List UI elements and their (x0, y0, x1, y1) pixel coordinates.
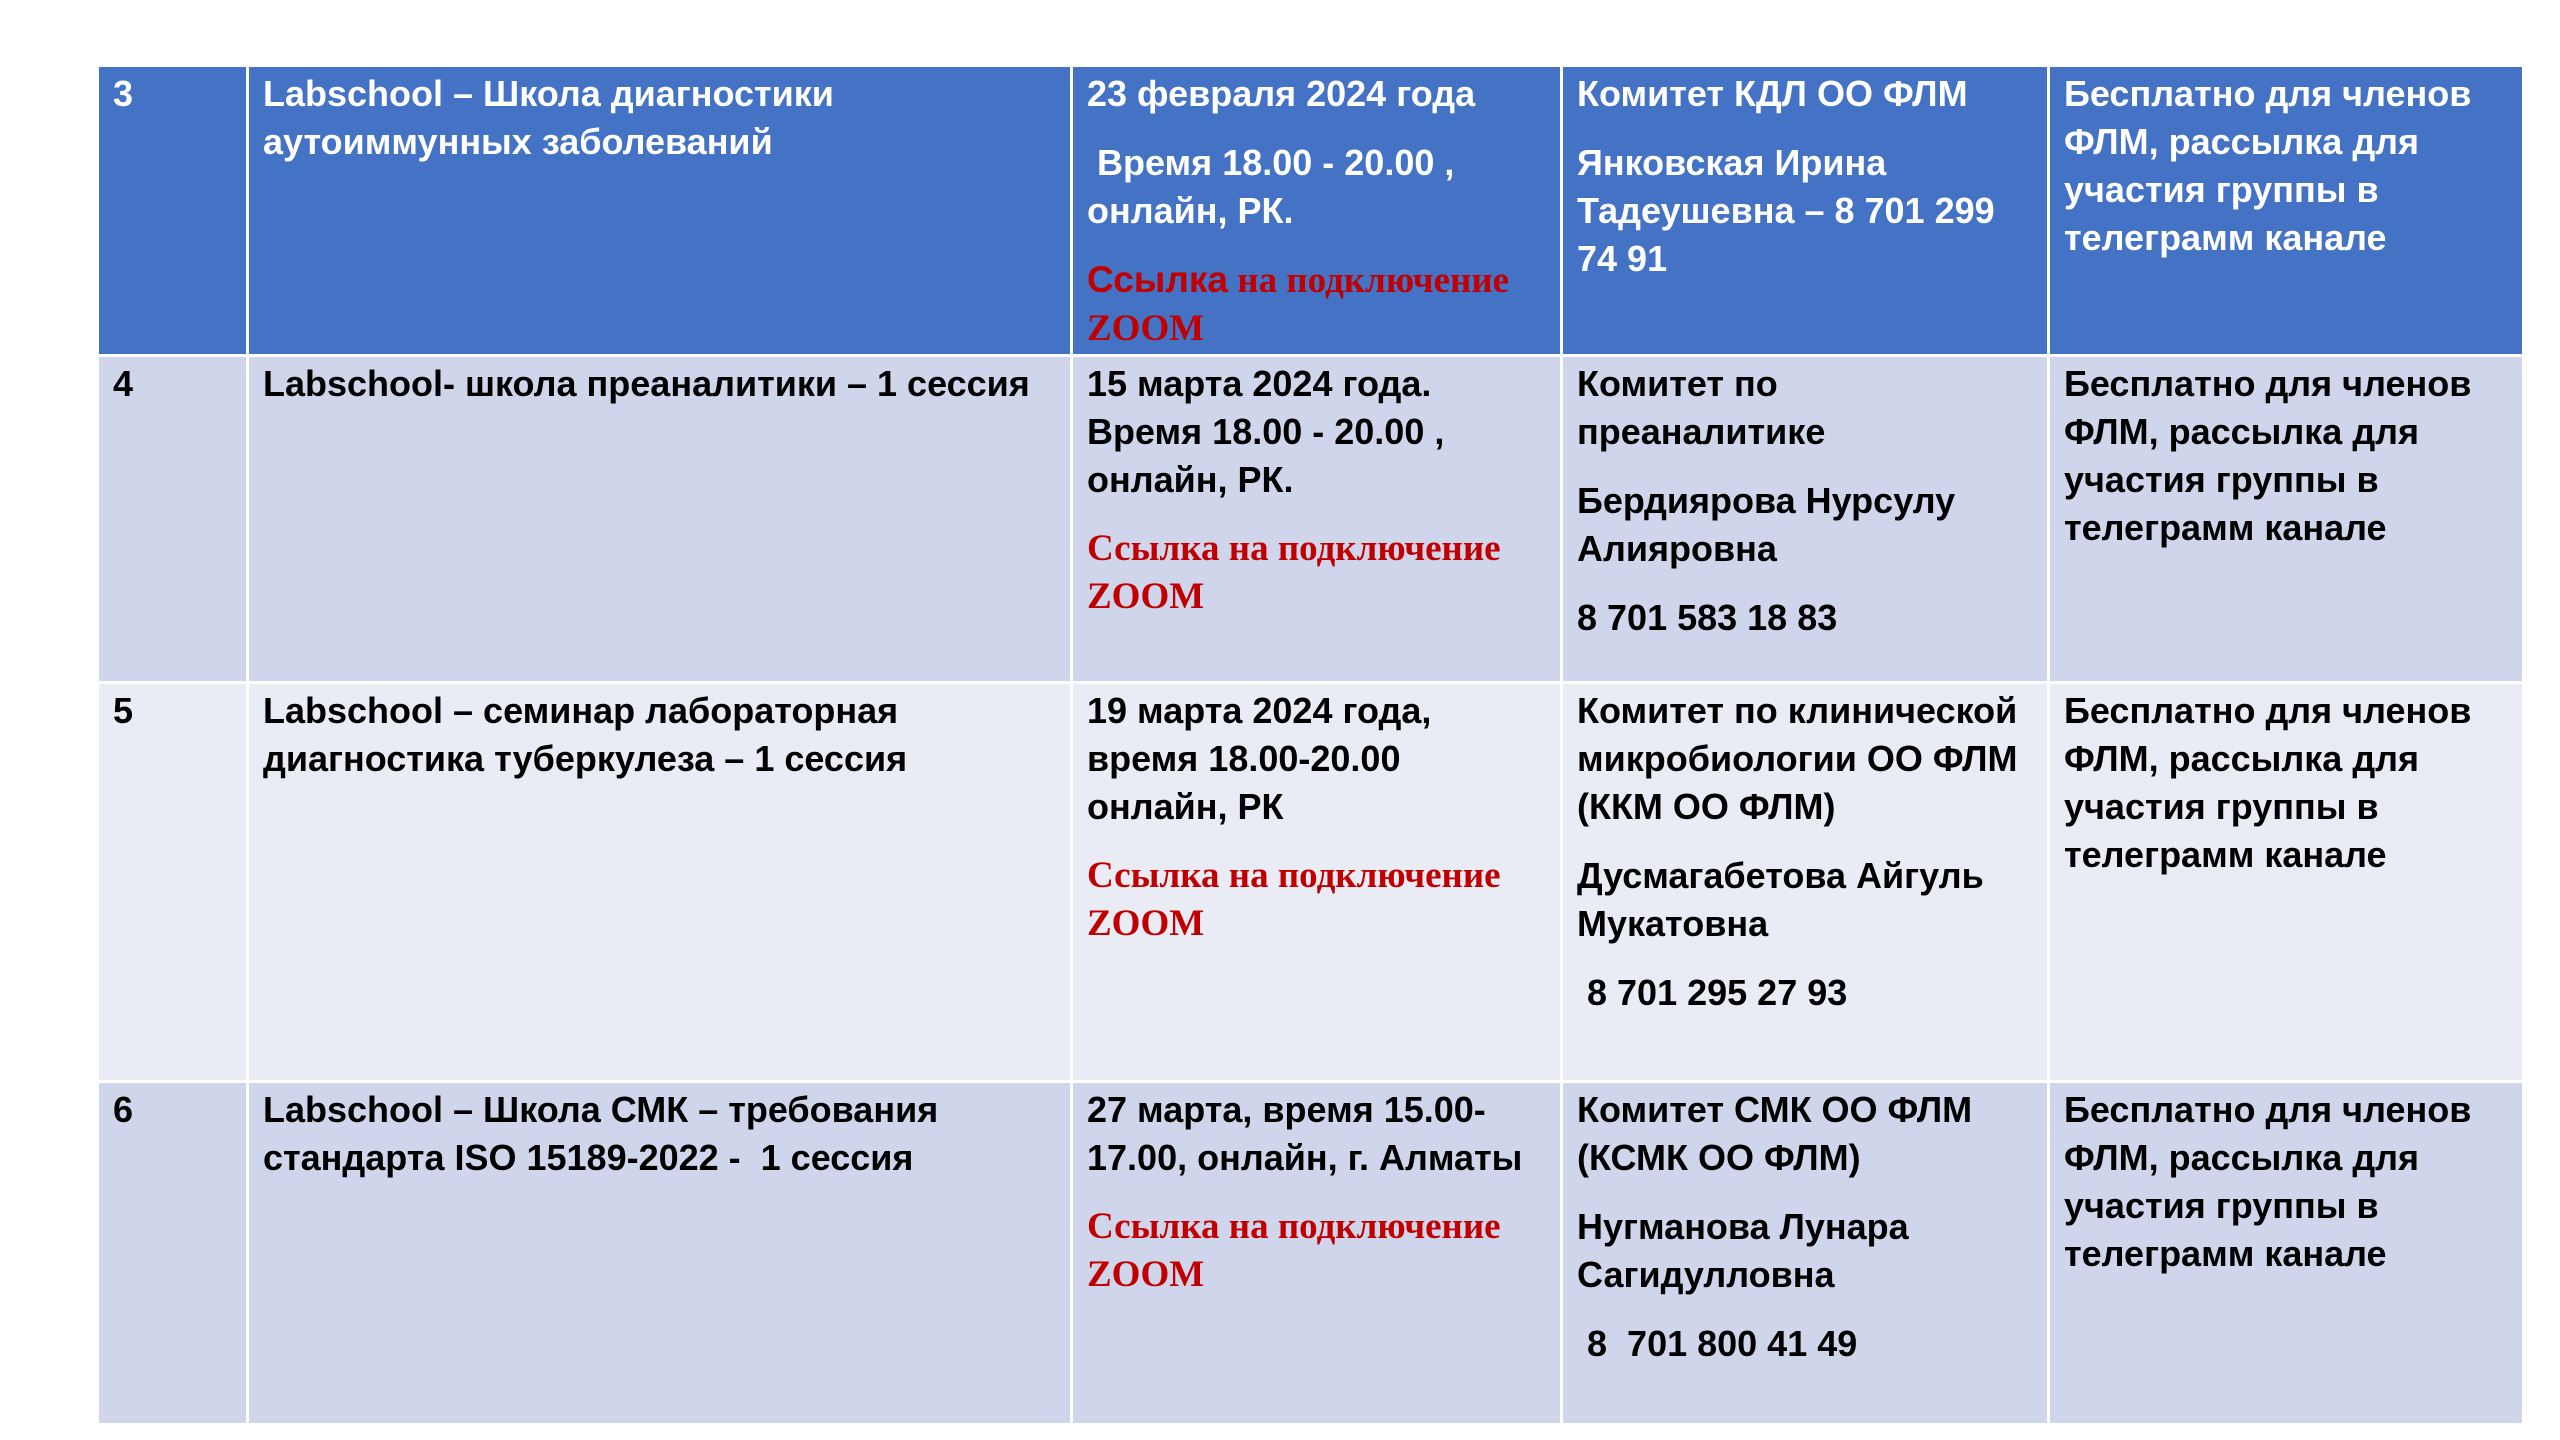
contact-phone: 8 701 800 41 49 (1577, 1323, 1858, 1364)
organizer (1562, 356, 2049, 683)
zoom-link[interactable]: Ссылка на подключение ZOOM (1087, 259, 1510, 349)
zoom-link[interactable]: Ссылка на подключение ZOOM (1087, 855, 1501, 944)
event-schedule (1072, 683, 1562, 1082)
event-date-time: 27 марта, время 15.00-17.00, онлайн, г. Алматы (1087, 1089, 1523, 1178)
participation-terms: Бесплатно для членов ФЛМ, рассылка для участия группы в телеграмм канале (2049, 66, 2524, 356)
row-number: 6 (98, 1082, 248, 1425)
table-row (98, 66, 2524, 356)
contact-name: Дусмагабетова Айгуль Мукатовна (1577, 855, 1984, 944)
organizer (1562, 683, 2049, 1082)
event-title: Labschool – семинар лабораторная диагностика туберкулеза – 1 сессия (248, 683, 1072, 1082)
participation-terms: Бесплатно для членов ФЛМ, рассылка для участия группы в телеграмм канале (2049, 683, 2524, 1082)
event-title: Labschool – Школа СМК – требования стандарта ISO 15189-2022 - 1 сессия (248, 1082, 1072, 1425)
organizer-committee: Комитет по клинической микробиологии ОО ФЛМ (ККМ ОО ФЛМ) (1577, 690, 2018, 827)
contact-name: Бердиярова Нурсулу Алияровна (1577, 480, 1956, 569)
organizer-committee: Комитет СМК ОО ФЛМ (КСМК ОО ФЛМ) (1577, 1089, 1973, 1178)
table-row (98, 356, 2524, 683)
organizer-contact: Янковская Ирина Тадеушевна – 8 701 299 74 91 (1577, 142, 1995, 279)
row-number: 3 (98, 66, 248, 356)
event-schedule (1072, 356, 1562, 683)
contact-name: Нугманова Лунара Сагидулловна (1577, 1206, 1909, 1295)
contact-phone: 8 701 295 27 93 (1577, 972, 1848, 1013)
table-row (98, 1082, 2524, 1425)
table-row (98, 683, 2524, 1082)
row-number: 4 (98, 356, 248, 683)
zoom-link[interactable]: Ссылка на подключение ZOOM (1087, 528, 1501, 617)
event-date-time: 19 марта 2024 года, время 18.00-20.00 онлайн, РК (1087, 690, 1432, 827)
organizer-committee: Комитет по преаналитике (1577, 363, 1826, 452)
event-date-time: 15 марта 2024 года. Время 18.00 - 20.00 , онлайн, РК. (1087, 363, 1445, 500)
contact-phone: 8 701 583 18 83 (1577, 597, 1838, 638)
event-title: Labschool – Школа диагностики аутоиммунных заболеваний (248, 66, 1072, 356)
organizer (1562, 1082, 2049, 1425)
organizer (1562, 66, 2049, 356)
event-schedule (1072, 1082, 1562, 1425)
events-table (96, 64, 2525, 1426)
event-time: Время 18.00 - 20.00 , онлайн, РК. (1087, 142, 1465, 231)
event-title: Labschool- школа преаналитики – 1 сессия (248, 356, 1072, 683)
organizer-committee: Комитет КДЛ ОО ФЛМ (1577, 73, 1968, 114)
participation-terms: Бесплатно для членов ФЛМ, рассылка для участия группы в телеграмм канале (2049, 356, 2524, 683)
participation-terms: Бесплатно для членов ФЛМ, рассылка для участия группы в телеграмм канале (2049, 1082, 2524, 1425)
event-date: 23 февраля 2024 года (1087, 73, 1476, 114)
zoom-link[interactable]: Ссылка на подключение ZOOM (1087, 1206, 1501, 1295)
event-schedule (1072, 66, 1562, 356)
row-number: 5 (98, 683, 248, 1082)
